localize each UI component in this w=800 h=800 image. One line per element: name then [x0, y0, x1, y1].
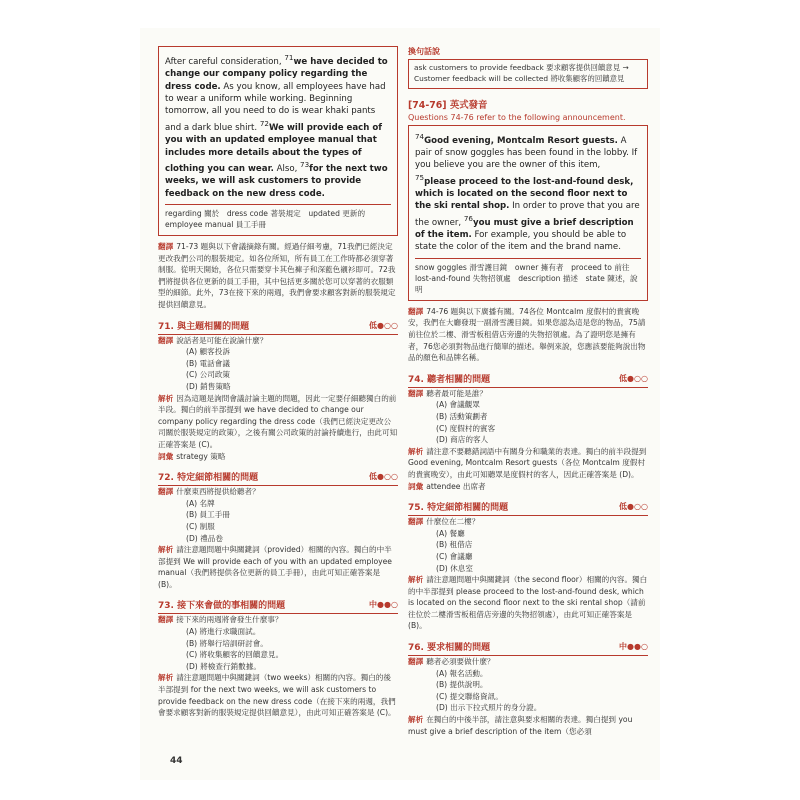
question-75-body: 翻譯 什麼位在二樓？ (A) 餐廳 (B) 租借店 (C) 會議廳 (D) 休息室 解析 請注意題問題中與關鍵詞（the second floor）相關的內容。獨白的中半部提到 please proceed to the lost-and-found desk, which is located on the second floor next to the ski rental shop（請前往位於二樓滑雪板租借店旁邊的失物招領處），由此可知正確答案是 (B)。: [408, 517, 648, 631]
book-page: [140, 28, 660, 780]
question-71-header: 71. 與主題相關的問題 低●○○: [158, 319, 398, 335]
translation-74-76: 翻譯 74-76 題與以下廣播有關。74各位 Montcalm 度假村的貴賓晚安，我們在大廳發現一副滑雪護目鏡。如果您認為這是您的物品，75請前往位於二樓、滑雪板租借店旁邊的失物招領處。為了證明您是擁有者，76您必須對物品進行簡單的描述。舉例來說，您應該要能夠說出物品的顏色和品牌名稱。: [408, 306, 646, 363]
question-74-header: 74. 聽者相關的問題 低●○○: [408, 372, 648, 388]
section-title-74-76: [74-76] 英式發音: [408, 99, 488, 111]
question-73-header: 73. 接下來會做的事相關的問題 中●●○: [158, 598, 398, 614]
hint-title: 換句話說: [408, 47, 440, 56]
passage-box-71-73: [158, 46, 398, 236]
question-72-header: 72. 特定細節相關的問題 低●○○: [158, 470, 398, 486]
vocab-list: regarding 關於 dress code 著裝規定 updated 更新的 employee manual 員工手冊: [165, 204, 391, 230]
vocab-list: snow goggles 滑雪護目鏡 owner 擁有者 proceed to 前往 lost-and-found 失物招領處 description 描述 state 陳述，說明: [415, 258, 641, 295]
paraphrase-box: ask customers to provide feedback 要求顧客提供回饋意見 → Customer feedback will be collected 將收集顧客的回饋意見: [408, 59, 648, 89]
question-73-body: 翻譯 接下來的兩週將會發生什麼事？ (A) 將進行求職面試。 (B) 將舉行培訓研討會。 (C) 將收集顧客的回饋意見。 (D) 將檢查行銷數據。 解析 請注意題問題中與關鍵詞（two weeks）相關的內容。獨白的後半部提到 for the next two weeks, we will ask customers to provide feedback on the new dress code（在接下來的兩週，我們會要求顧客對新的服裝規定提供回饋意見），由此可知正確答案是 (C)。: [158, 615, 396, 718]
left-column: [158, 46, 398, 719]
passage-box-74-76: [408, 125, 648, 301]
section-subtitle: Questions 74-76 refer to the following announcement.: [408, 112, 626, 122]
passage-text: After careful consideration, $^{71}$we have decided to change our company policy regarding the dress code. As you know, all employees have had to wear a uniform while working. Beginning tomorrow, all you need to do is wear khaki pants and a dark blue shirt. $^{72}$We will provide each of you with an updated employee manual that includes more details about the types of clothing you can wear. Also, $^{73}$for the next two weeks, we will ask customers to provide feedback on the new dress code.: [165, 53, 388, 199]
right-column: [408, 46, 648, 737]
question-76-header: 76. 要求相關的問題 中●●○: [408, 640, 648, 656]
passage-text: $^{74}$Good evening, Montcalm Resort guests. A pair of snow goggles has been found in the lobby. If you believe you are the owner of this item, $^{75}$please proceed to the lost-and-found desk, which is located on the second floor next to the ski rental shop. In order to prove that you are the owner, $^{76}$you must give a brief description of the item. For example, you should be able to state the color of the item and the brand name.: [415, 131, 640, 253]
translation-71-73: 翻譯 71-73 題與以下會議摘錄有關。經過仔細考慮，71我們已經決定更改我們公司的服裝規定。如各位所知，所有員工在工作時都必須穿著制服。從明天開始，各位只需要穿卡其色褲子和深藍色襯衫即可。72我們將提供各位更新的員工手冊，其中包括更多關於您可以穿著的衣服類型的細節。此外，73在接下來的兩週，我們會要求顧客對新的服裝規定提供回饋意見。: [158, 242, 396, 310]
question-75-header: 75. 特定細節相關的問題 低●○○: [408, 500, 648, 516]
question-72-body: 翻譯 什麼東西將提供給聽者？ (A) 名牌 (B) 員工手冊 (C) 制服 (D) 禮品卷 解析 請注意題問題中與關鍵詞（provided）相關的內容。獨白的中半部提到 We will provide each of you with an updated employee manual（我們將提供各位更新的員工手冊），由此可知正確答案是 (B)。: [158, 487, 392, 589]
question-74-body: 翻譯 聽者最可能是誰？ (A) 會議觀眾 (B) 活動策劃者 (C) 度假村的賓客 (D) 商店的客人 解析 請注意不要聽錯詞語中有關身分和職業的表達。獨白的前半段提到 Good evening, Montcalm Resort guests（各位 Montcalm 度假村的貴賓晚安），由此可知聽眾是度假村的客人，因此正確答案是 (D)。 詞彙 attendee 出席者: [408, 388, 647, 491]
question-76-body: 翻譯 聽者必須要做什麼？ (A) 報名活動。 (B) 提供說明。 (C) 提交聯絡資訊。 (D) 出示下拉式照片的身分證。 解析 在獨白的中後半部，請注意與要求相關的表達。獨白提到 you must give a brief description of the item（您必須: [408, 657, 633, 736]
question-71-body: 翻譯 說話者是可能在說論什麼？ (A) 顧客投訴 (B) 電話會議 (C) 公司政策 (D) 銷售策略 解析 因為這題是詢問會議討論主題的問題，因此一定要仔細聽獨白的前半段。獨白的前半部提到 we have decided to change our company policy regarding the dress code（我們已經決定更改公司關於服裝規定的政策），之後有關公司政策的討論持續進行，由此可知正確答案是 (C)。 詞彙 strategy 策略: [158, 335, 398, 461]
page-number: 44: [170, 756, 183, 766]
